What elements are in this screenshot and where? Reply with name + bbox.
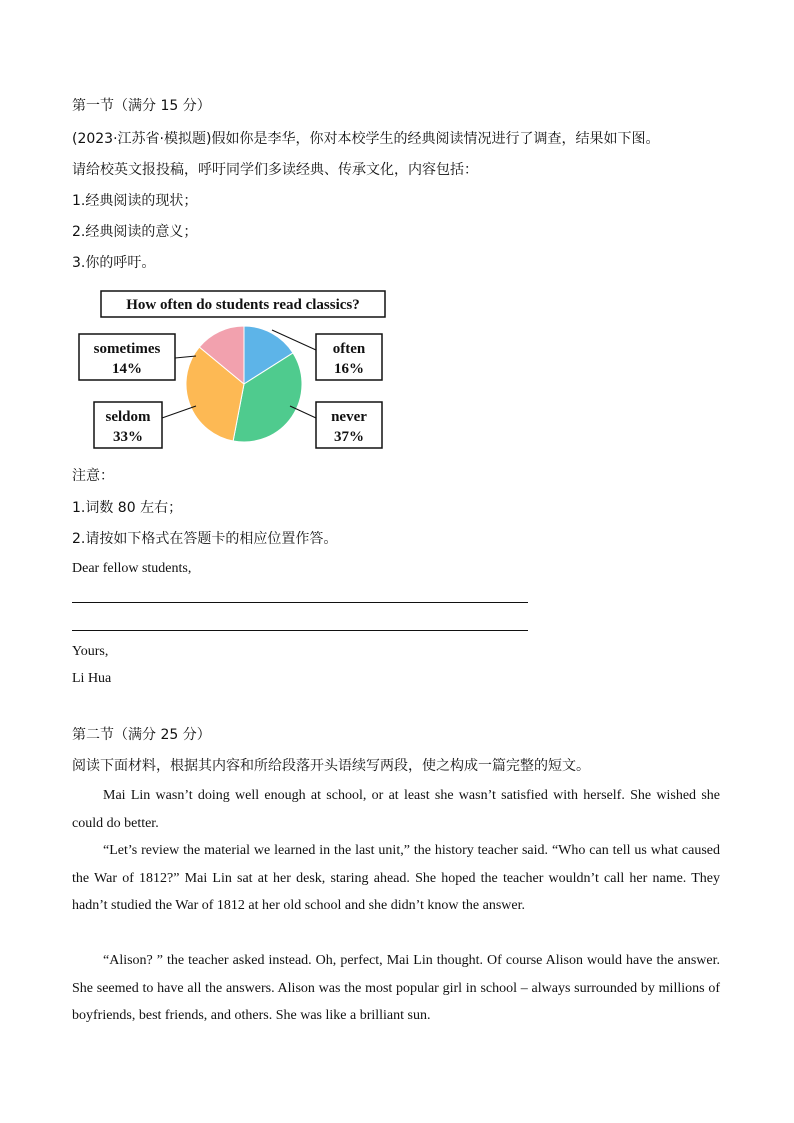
prompt-line-1: (2023·江苏省·模拟题)假如你是李华，你对本校学生的经典阅读情况进行了调查，结果如下图。	[72, 131, 660, 147]
note-2: 2.请按如下格式在答题卡的相应位置作答。	[72, 531, 338, 547]
section1-heading: 第一节（满分 15 分）	[72, 98, 211, 114]
note-1: 1.词数 80 左右；	[72, 500, 183, 516]
pie-chart	[76, 288, 396, 454]
salutation: Dear fellow students,	[72, 561, 192, 576]
chart-title: How often do students read classics?	[126, 297, 360, 313]
slice-label-often: often	[332, 341, 366, 357]
content-item-2: 2.经典阅读的意义；	[72, 224, 198, 240]
pie-slices	[186, 326, 302, 442]
slice-label-sometimes: sometimes	[93, 341, 161, 357]
signature: Li Hua	[72, 671, 112, 686]
slice-value-sometimes: 14%	[112, 361, 142, 377]
slice-value-seldom: 33%	[113, 429, 143, 445]
story-paragraph-1: Mai Lin wasn’t doing well enough at school, or at least she wasn’t satisfied with herself. She wished she could do better.	[72, 788, 720, 831]
prompt-line-2: 请给校英文报投稿，呼吁同学们多读经典、传承文化，内容包括：	[72, 162, 478, 178]
answer-line-1	[72, 602, 528, 603]
content-item-1: 1.经典阅读的现状；	[72, 193, 198, 209]
answer-line-2	[72, 630, 528, 631]
slice-label-seldom: seldom	[105, 409, 151, 425]
leader-line-seldom	[162, 406, 196, 418]
slice-value-often: 16%	[334, 361, 364, 377]
content-item-3: 3.你的呼吁。	[72, 255, 156, 271]
section2-instruction: 阅读下面材料，根据其内容和所给段落开头语续写两段，使之构成一篇完整的短文。	[72, 758, 590, 774]
slice-label-never: never	[331, 409, 367, 425]
section2-heading: 第二节（满分 25 分）	[72, 727, 211, 743]
notes-title: 注意：	[72, 468, 114, 484]
slice-value-never: 37%	[334, 429, 364, 445]
story-paragraph-3: “Alison? ” the teacher asked instead. Oh, perfect, Mai Lin thought. Of course Alison would have the answer. She seemed to have all the answers. Alison was the most popular girl in school – always surrounded by millions of boyfriends, best friends, and others. She was like a brilliant sun.	[72, 953, 720, 1024]
closing: Yours,	[72, 644, 109, 659]
story-paragraph-2: “Let’s review the material we learned in the last unit,” the history teacher said. “Who can tell us what caused the War of 1812?” Mai Lin sat at her desk, staring ahead. She hoped the teacher wouldn’t call her name. They hadn’t studied the War of 1812 at her old school and she didn’t know the answer.	[72, 843, 720, 914]
